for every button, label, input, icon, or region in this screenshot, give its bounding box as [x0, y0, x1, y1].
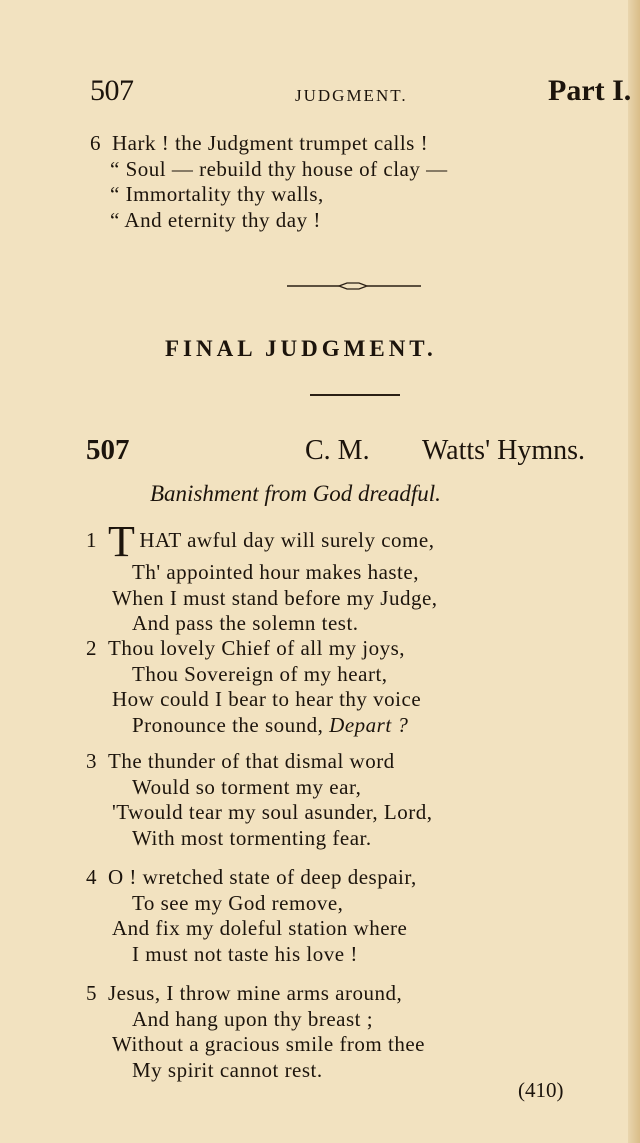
verse-line: Pronounce the sound, Depart ?: [132, 712, 409, 737]
drop-cap: T: [108, 517, 136, 566]
verse-line: And fix my doleful station where: [112, 916, 408, 940]
hymn-meter: C. M.: [305, 435, 370, 466]
verse-line: How could I bear to hear thy voice: [112, 687, 422, 711]
verse-line: “ Immortality thy walls,: [110, 182, 324, 206]
verse-line: 1 T HAT awful day will surely come,: [86, 517, 435, 566]
hymn-verse-3: [86, 749, 433, 851]
hymn-subtitle: Banishment from God dreadful.: [150, 481, 441, 506]
verse-line: Without a gracious smile from thee: [112, 1032, 425, 1056]
page-edge: [628, 0, 640, 1143]
verse-number: 5: [86, 981, 97, 1005]
hymn-verse-2: [86, 636, 421, 738]
hymn-verse-1: [86, 517, 438, 637]
section-divider: [310, 394, 400, 396]
verse-line: Th' appointed hour makes haste,: [132, 560, 419, 584]
verse-number: 4: [86, 865, 97, 889]
verse-line: 4 O ! wretched state of deep despair,: [86, 865, 417, 889]
verse-line: When I must stand before my Judge,: [112, 585, 438, 610]
verse-line: 6 Hark ! the Judgment trumpet calls !: [90, 131, 429, 155]
running-title: JUDGMENT.: [295, 86, 408, 105]
verse-line: To see my God remove,: [132, 890, 344, 915]
verse-line: 5 Jesus, I throw mine arms around,: [86, 981, 403, 1005]
prev-hymn-verse: [90, 131, 448, 233]
verse-line: 'Twould tear my soul asunder, Lord,: [112, 800, 433, 824]
verse-line: And pass the solemn test.: [132, 611, 359, 635]
verse-line: My spirit cannot rest.: [132, 1057, 323, 1082]
verse-number: 6: [90, 131, 101, 155]
verse-number: 1: [86, 528, 97, 552]
part-label: Part I.: [548, 74, 632, 107]
verse-line: I must not taste his love !: [132, 941, 358, 966]
verse-line: And hang upon thy breast ;: [132, 1006, 374, 1031]
verse-line: 3 The thunder of that dismal word: [86, 749, 395, 773]
verse-line: 2 Thou lovely Chief of all my joys,: [86, 636, 406, 660]
header-hymn-number: 507: [90, 74, 134, 107]
hymn-source: Watts' Hymns.: [422, 435, 586, 466]
ornamental-rule: [287, 282, 421, 290]
verse-line: Would so torment my ear,: [132, 774, 362, 799]
verse-line: “ And eternity thy day !: [110, 207, 321, 232]
verse-line: Thou Sovereign of my heart,: [132, 661, 388, 686]
hymn-verse-4: [86, 865, 417, 967]
italic-word: Depart ?: [329, 712, 409, 737]
hymn-number: 507: [86, 434, 130, 466]
section-title: FINAL JUDGMENT.: [165, 336, 437, 361]
hymn-verse-5: [86, 981, 425, 1083]
footer-page-number: (410): [518, 1078, 564, 1102]
verse-line: With most tormenting fear.: [132, 825, 372, 850]
verse-number: 3: [86, 749, 97, 773]
verse-line: “ Soul — rebuild thy house of clay —: [110, 156, 448, 181]
verse-number: 2: [86, 636, 97, 660]
